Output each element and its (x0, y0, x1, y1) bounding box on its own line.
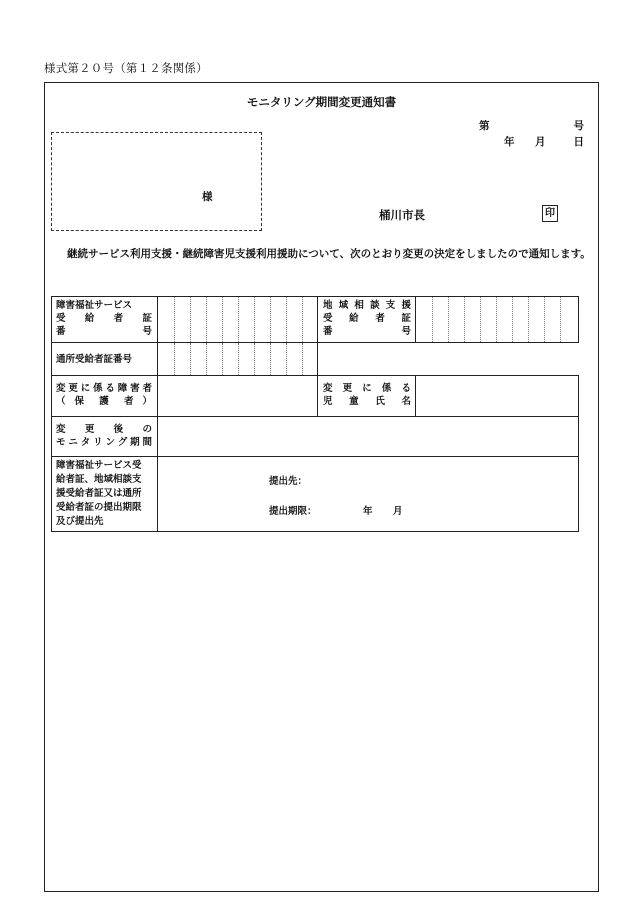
label-cell-consultation-certificate (317, 296, 416, 343)
label-cell-outpatient-certificate (51, 342, 158, 376)
label-line: 受 給 者 証 (56, 313, 152, 324)
label-line: 援受給者証又は通所 (56, 488, 142, 499)
label-line: 変 更 に 係 る (323, 383, 411, 394)
label-cell-monitoring-period (51, 416, 158, 457)
digit-separator (432, 297, 433, 342)
digit-separator (544, 297, 545, 342)
label-line: 児 童 氏 名 (323, 396, 411, 407)
digit-separator (302, 297, 303, 342)
deadline-year-label: 年 (363, 506, 373, 517)
digit-separator (206, 297, 207, 342)
label-line: 番 号 (323, 326, 411, 337)
label-cell-child-name (317, 375, 416, 417)
label-line: （ 保 護 者 ） (56, 396, 152, 407)
input-cell-service-certificate-number[interactable] (157, 296, 318, 343)
digit-separator (286, 297, 287, 342)
label-cell-submission-deadline (51, 456, 158, 532)
input-cell-child-name[interactable] (415, 375, 579, 417)
digit-separator (174, 343, 175, 375)
number-go-label: 号 (573, 120, 584, 132)
label-line: 給者証、地域相談支 (56, 474, 142, 485)
label-line: 地 域 相 談 支 援 (323, 300, 411, 311)
label-line: 変 更 後 の (56, 424, 152, 435)
label-line: 通所受給者証番号 (56, 354, 133, 365)
digit-separator (238, 343, 239, 375)
digit-separator (560, 297, 561, 342)
label-line: 障害福祉サービス (56, 300, 133, 311)
label-line: 及び提出先 (56, 516, 104, 527)
address-sama-label: 様 (202, 191, 213, 203)
digit-separator (174, 297, 175, 342)
document-date (504, 134, 584, 148)
date-month-label: 月 (535, 136, 546, 148)
submit-to-label: 提出先： (269, 476, 308, 487)
label-cell-person-guardian (51, 375, 158, 417)
label-cell-service-certificate (51, 296, 158, 343)
digit-separator (222, 343, 223, 375)
label-line: 受 給 者 証 (323, 313, 411, 324)
blank-cell (317, 342, 579, 376)
digit-separator (512, 297, 513, 342)
label-line: 受給者証の提出期限 (56, 502, 142, 513)
digit-separator (480, 297, 481, 342)
number-dai-label: 第 (479, 120, 490, 132)
deadline-label: 提出期限： (269, 506, 317, 517)
deadline-month-label: 月 (393, 506, 403, 517)
digit-separator (254, 297, 255, 342)
digit-separator (302, 343, 303, 375)
digit-separator (190, 343, 191, 375)
input-cell-submission-details[interactable] (157, 456, 579, 532)
digit-separator (206, 343, 207, 375)
digit-separator (528, 297, 529, 342)
form-reference: 様式第２０号（第１２条関係） (44, 61, 208, 75)
date-day-label: 日 (573, 136, 584, 148)
digit-separator (448, 297, 449, 342)
seal-mark: 印 (542, 205, 558, 222)
digit-separator (464, 297, 465, 342)
label-line: 番 号 (56, 326, 152, 337)
input-cell-consultation-certificate-number[interactable] (415, 296, 579, 343)
issuer-name: 桶川市長 (379, 208, 425, 222)
digit-separator (238, 297, 239, 342)
document-number (479, 118, 584, 132)
digit-separator (254, 343, 255, 375)
notice-body-text: 継続サービス利用支援・継続障害児支援利用援助について、次のとおり変更の決定をしましたので通知します。 (67, 248, 591, 260)
input-cell-monitoring-period[interactable] (157, 416, 579, 457)
input-cell-outpatient-certificate-number[interactable] (157, 342, 318, 376)
input-cell-person-guardian[interactable] (157, 375, 318, 417)
digit-separator (190, 297, 191, 342)
digit-separator (270, 343, 271, 375)
digit-separator (286, 343, 287, 375)
label-line: モニタリング期間 (56, 437, 152, 448)
digit-separator (496, 297, 497, 342)
digit-separator (222, 297, 223, 342)
date-year-label: 年 (504, 136, 515, 148)
document-frame (44, 82, 599, 892)
digit-separator (270, 297, 271, 342)
label-line: 障害福祉サービス受 (56, 460, 142, 471)
label-line: 変更に係る障害者 (56, 383, 152, 394)
address-box (51, 132, 262, 231)
document-title: モニタリング期間変更通知書 (246, 95, 397, 109)
